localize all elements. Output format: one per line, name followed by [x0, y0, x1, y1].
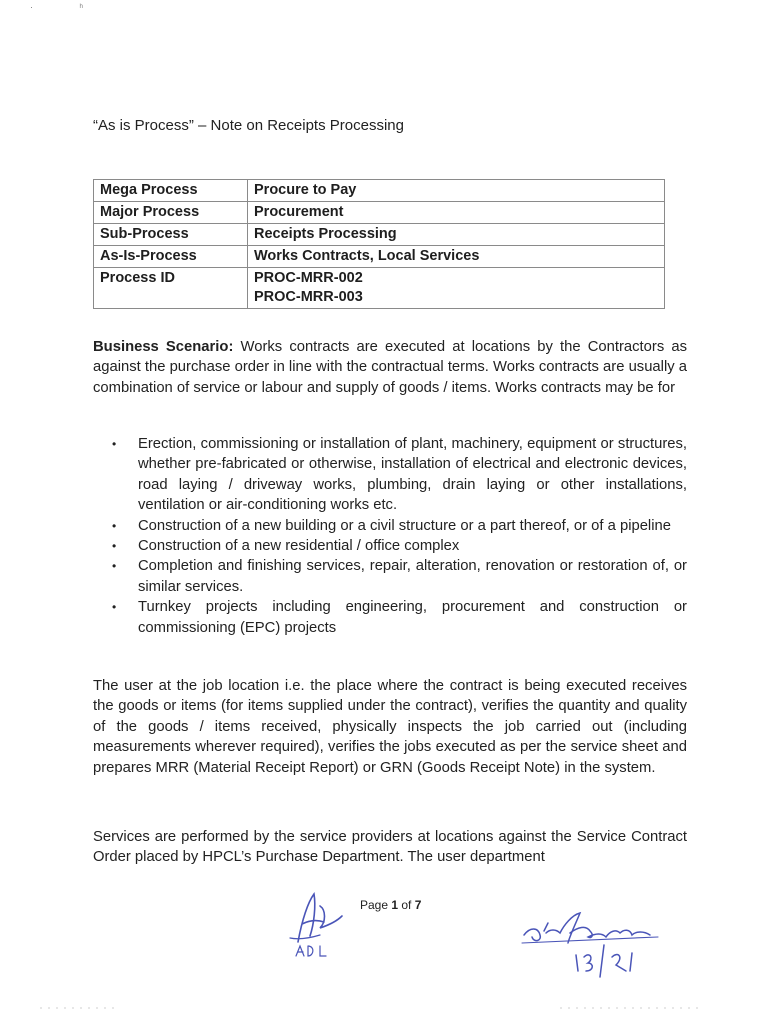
list-item: • Completion and finishing services, repair, alteration, renovation or restoration of, or similar services. [112, 556, 687, 597]
page-separator: of [398, 898, 415, 912]
table-label-cell: Sub-Process [94, 224, 248, 246]
process-info-table [93, 179, 665, 309]
page-total: 7 [414, 898, 422, 912]
page-current: 1 [391, 898, 399, 912]
table-value-cell [248, 268, 665, 309]
table-row [94, 224, 665, 246]
list-item: • Construction of a new building or a civil structure or a part thereof, or of a pipeline [112, 516, 687, 536]
table-value-cell: Receipts Processing [248, 224, 665, 246]
page-prefix: Page [360, 898, 392, 912]
list-item: • Construction of a new residential / office complex [112, 536, 687, 556]
table-label-cell: Process ID [94, 268, 248, 309]
scan-edge-marks [0, 1006, 768, 1010]
page-number [360, 898, 421, 912]
works-contract-list [112, 434, 687, 638]
table-label-cell: As-Is-Process [94, 246, 248, 268]
table-value-cell: Works Contracts, Local Services [248, 246, 665, 268]
business-scenario-paragraph [93, 337, 687, 398]
business-scenario-label: Business Scenario: [93, 339, 234, 355]
table-row [94, 268, 665, 309]
services-paragraph: Services are performed by the service providers at locations against the Service Contract Order placed by HPCL’s Purchase Department. The user department [93, 829, 687, 866]
list-item: • Turnkey projects including engineering, procurement and construction or commissioning (EPC) projects [112, 597, 687, 638]
table-row [94, 202, 665, 224]
process-id-1: PROC-MRR-002 [254, 270, 363, 286]
table-value-cell: Procurement [248, 202, 665, 224]
initials-signature [280, 880, 350, 960]
scan-artifact-marks: · ʰ [30, 2, 105, 12]
table-row [94, 180, 665, 202]
table-label-cell: Mega Process [94, 180, 248, 202]
list-item: • Erection, commissioning or installation of plant, machinery, equipment or structures, whether pre-fabricated or otherwise, installation of electrical and electronic devices, road laying / driveway works, plumbing, drain laying or other installations, ventilation or air-conditioning works etc. [112, 434, 687, 516]
business-scenario-text: Works contracts are executed at locations by the Contractors as against the purchase order in line with the contractual terms. Works contracts are usually a combination of service or labour and supply of goods / items. Works contracts may be for [93, 339, 687, 396]
dated-signature [520, 905, 670, 980]
user-job-location-paragraph: The user at the job location i.e. the place where the contract is being executed receives the goods or items (for items supplied under the contract), verifies the quantity and quality of the goods / items received, physically inspects the job carried out (including measurements wherever required), verifies the jobs executed as per the service sheet and prepares MRR (Material Receipt Report) or GRN (Goods Receipt Note) in the system. [93, 678, 687, 776]
process-id-2: PROC-MRR-003 [254, 289, 363, 305]
table-row [94, 246, 665, 268]
table-value-cell: Procure to Pay [248, 180, 665, 202]
table-label-cell: Major Process [94, 202, 248, 224]
document-title: “As is Process” – Note on Receipts Processing [93, 117, 404, 134]
